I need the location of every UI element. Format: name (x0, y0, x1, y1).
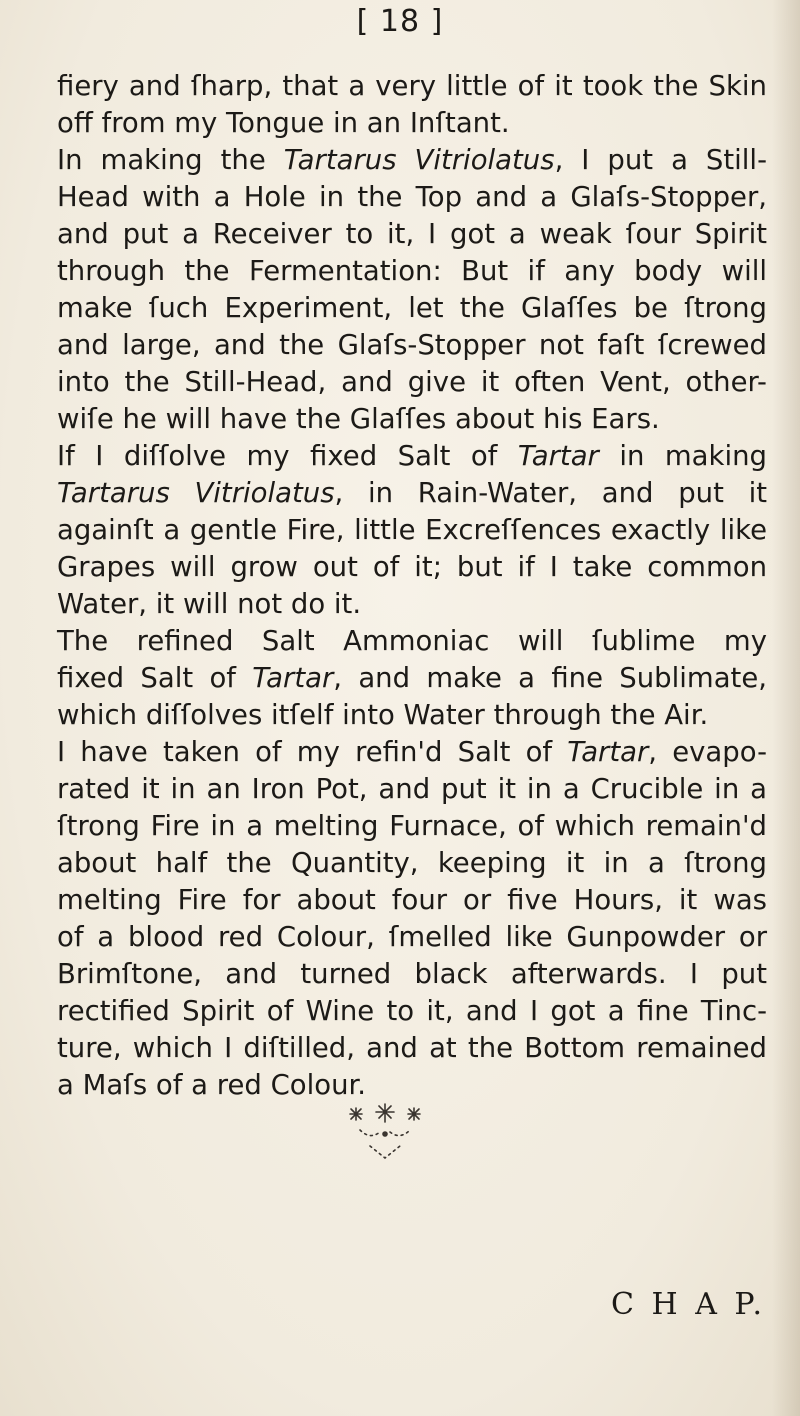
text-line (57, 364, 767, 401)
body-text (57, 68, 767, 1104)
text-line (57, 68, 767, 105)
text-segment: fiery and ſharp, that a very little of it took the Skin (57, 70, 767, 102)
text-line (57, 290, 767, 327)
text-segment: of a blood red Colour, ſmelled like Gunpowder or (57, 921, 767, 953)
text-segment: , I put a Still- (554, 144, 767, 176)
text-line (57, 475, 767, 512)
text-segment: , evapo- (648, 736, 767, 768)
page-edge-shadow (772, 0, 800, 1416)
printers-ornament-icon (340, 1100, 430, 1180)
italic-text: Tartar (252, 662, 334, 694)
text-segment: which diſſolves itſelf into Water through the Air. (57, 699, 709, 731)
text-line (57, 845, 767, 882)
text-segment: ſtrong Fire in a melting Furnace, of which remain'd (57, 810, 767, 842)
header-bracket-open: [ (356, 4, 380, 39)
italic-text: Tartarus Vitriolatus (283, 144, 555, 176)
italic-text: Tartar (517, 440, 599, 472)
text-line (57, 956, 767, 993)
text-line (57, 549, 767, 586)
text-line (57, 142, 767, 179)
italic-text: Tartar (567, 736, 649, 768)
text-line (57, 105, 767, 142)
text-segment: ture, which I diſtilled, and at the Bottom remained (57, 1032, 767, 1064)
text-segment: melting Fire for about four or five Hours, it was (57, 884, 767, 916)
text-line (57, 623, 767, 660)
text-segment: into the Still-Head, and give it often Vent, other- (57, 366, 767, 398)
text-segment: In making the (57, 144, 284, 176)
text-line (57, 697, 767, 734)
text-segment: If I diſſolve my fixed Salt of (57, 440, 518, 472)
text-segment: off from my Tongue in an Inſtant. (57, 107, 510, 139)
catchword: C H A P. (611, 1287, 767, 1322)
text-segment: make ſuch Experiment, let the Glaſſes be ſtrong (57, 292, 767, 324)
header-bracket-close: ] (420, 4, 444, 39)
text-line (57, 808, 767, 845)
text-segment: through the Fermentation: But if any body will (57, 255, 767, 287)
text-segment: wiſe he will have the Glaſſes about his Ears. (57, 403, 660, 435)
text-line (57, 179, 767, 216)
text-line (57, 771, 767, 808)
text-segment: rated it in an Iron Pot, and put it in a Crucible in a (57, 773, 767, 805)
text-line (57, 253, 767, 290)
text-segment: in making (598, 440, 767, 472)
text-line (57, 401, 767, 438)
italic-text: Tartarus Vitriolatus (57, 477, 335, 509)
text-segment: againſt a gentle Fire, little Excreſſences exactly like (57, 514, 767, 546)
text-line (57, 586, 767, 623)
page-header (0, 2, 800, 42)
text-segment: Water, it will not do it. (57, 588, 362, 620)
text-segment: I have taken of my refin'd Salt of (57, 736, 568, 768)
text-segment: and put a Receiver to it, I got a weak ſour Spirit (57, 218, 767, 250)
text-segment: and large, and the Glaſs-Stopper not faſt ſcrewed (57, 329, 767, 361)
text-line (57, 1030, 767, 1067)
text-segment: fixed Salt of (57, 662, 253, 694)
text-segment: , in Rain-Water, and put it (334, 477, 768, 509)
text-line (57, 882, 767, 919)
text-segment: rectified Spirit of Wine to it, and I got a fine Tinc- (57, 995, 767, 1027)
text-line (57, 660, 767, 697)
text-line (57, 327, 767, 364)
text-line (57, 512, 767, 549)
text-line (57, 734, 767, 771)
text-line (57, 438, 767, 475)
text-line (57, 216, 767, 253)
text-line (57, 1067, 767, 1104)
text-segment: , and make a fine Sublimate, (333, 662, 767, 694)
text-segment: about half the Quantity, keeping it in a ſtrong (57, 847, 767, 879)
text-line (57, 993, 767, 1030)
text-segment: Grapes will grow out of it; but if I take common (57, 551, 767, 583)
text-segment: Brimſtone, and turned black afterwards. I put (57, 958, 767, 990)
page-number: 18 (379, 4, 421, 39)
text-segment: a Maſs of a red Colour. (57, 1069, 367, 1101)
text-segment: Head with a Hole in the Top and a Glaſs-Stopper, (57, 181, 767, 213)
text-segment: The refined Salt Ammoniac will ſublime my (57, 625, 767, 657)
text-line (57, 919, 767, 956)
